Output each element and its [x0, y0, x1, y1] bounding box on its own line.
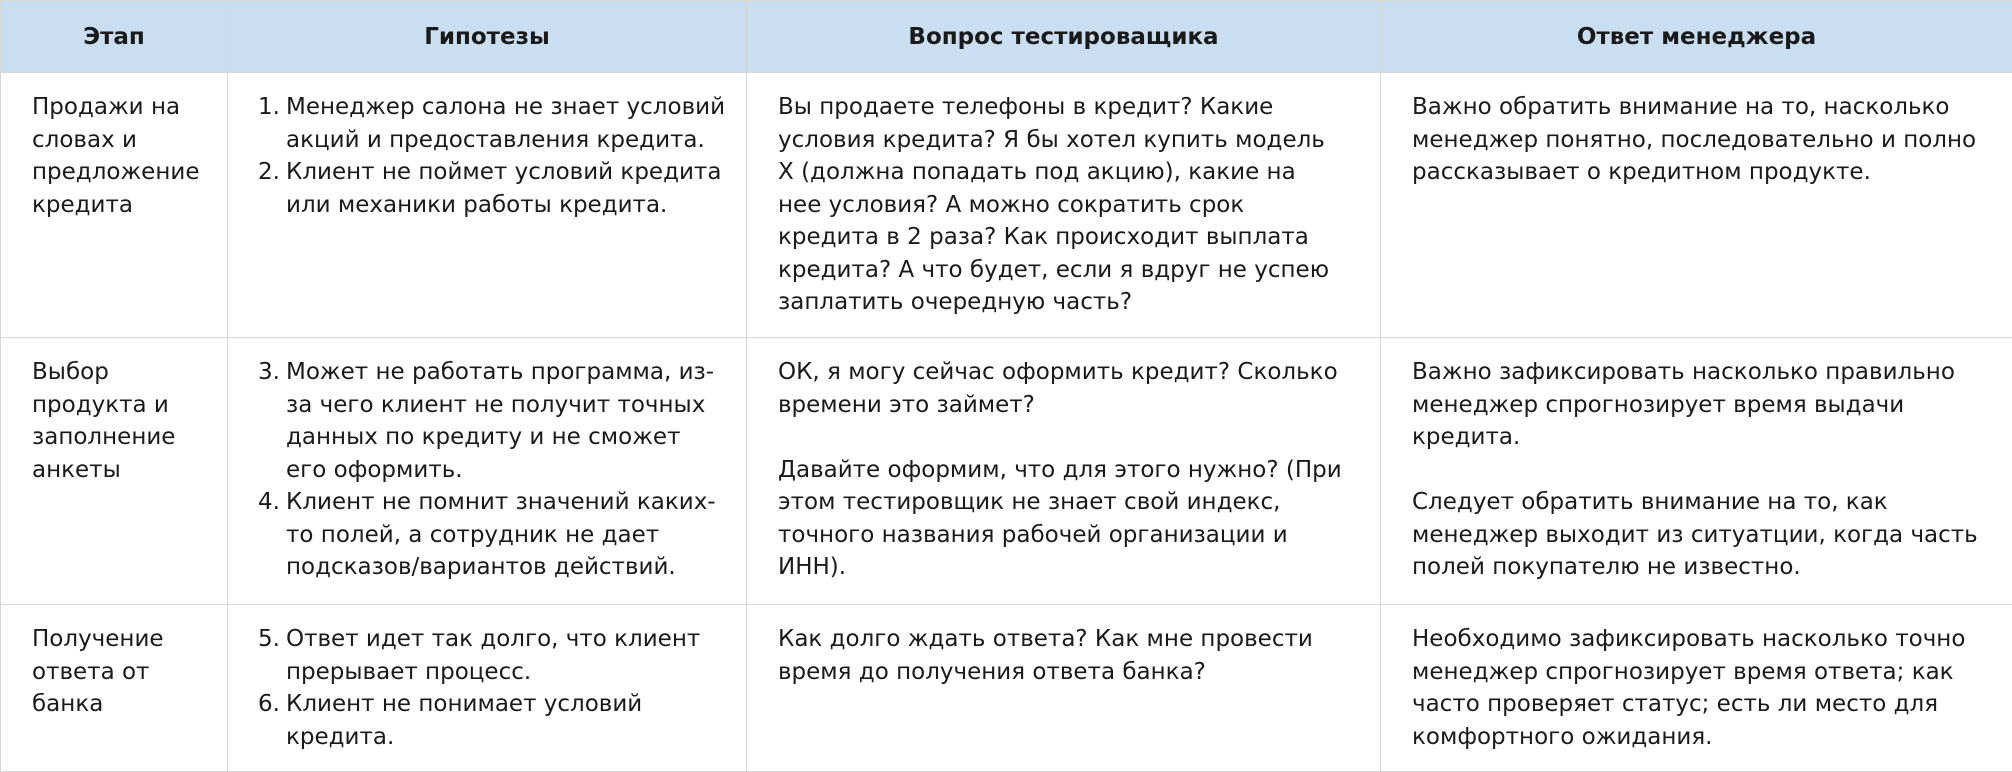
header-hypotheses: Гипотезы — [228, 1, 747, 73]
answer-text: Необходимо зафиксировать насколько точно менеджер спрогнозирует время ответа; как часто проверяет статус; есть ли место для комфортного ожидания. — [1412, 623, 1992, 753]
hypotheses-list — [258, 623, 726, 753]
header-row — [1, 1, 2012, 73]
hypothesis-text: Клиент не понимает условий кредита. — [286, 688, 726, 753]
hypothesis-number: 2. — [258, 156, 286, 221]
hypotheses-list — [258, 91, 726, 221]
hypothesis-item — [258, 91, 726, 156]
hypothesis-number: 3. — [258, 356, 286, 486]
question-cell — [747, 73, 1381, 338]
answer-cell — [1381, 605, 2012, 772]
answer-text: Важно обратить внимание на то, насколько менеджер понятно, последовательно и полно рассказывает о кредитном продукте. — [1412, 91, 1992, 189]
hypothesis-item — [258, 356, 726, 486]
hypothesis-number: 1. — [258, 91, 286, 156]
stage-text: Получение ответа от банка — [32, 623, 192, 721]
hypothesis-text: Менеджер салона не знает условий акций и предоставления кредита. — [286, 91, 726, 156]
header-manager-answer: Ответ менеджера — [1381, 1, 2012, 73]
hypothesis-item — [258, 688, 726, 753]
stage-cell — [1, 605, 228, 772]
hypothesis-text: Клиент не помнит значений каких-то полей, а сотрудник не дает подсказов/вариантов действий. — [286, 486, 726, 584]
hypotheses-list — [258, 356, 726, 584]
hypothesis-item — [258, 486, 726, 584]
header-tester-question: Вопрос тестироващика — [747, 1, 1381, 73]
question-text: Давайте оформим, что для этого нужно? (При этом тестировщик не знает свой индекс, точного названия рабочей организации и ИНН). — [778, 454, 1358, 584]
hypothesis-text: Может не работать программа, из-за чего клиент не получит точных данных по кредиту и не сможет его оформить. — [286, 356, 726, 486]
stage-cell — [1, 338, 228, 605]
hypotheses-cell — [228, 338, 747, 605]
hypothesis-item — [258, 623, 726, 688]
question-cell — [747, 338, 1381, 605]
hypotheses-cell — [228, 73, 747, 338]
question-text: ОК, я могу сейчас оформить кредит? Сколько времени это займет? — [778, 356, 1338, 421]
question-text: Как долго ждать ответа? Как мне провести время до получения ответа банка? — [778, 623, 1338, 688]
table-row — [1, 73, 2012, 338]
stage-text: Выбор продукта и заполнение анкеты — [32, 356, 192, 486]
answer-cell — [1381, 73, 2012, 338]
table-row — [1, 605, 2012, 772]
table-row — [1, 338, 2012, 605]
hypothesis-text: Ответ идет так долго, что клиент прерывает процесс. — [286, 623, 726, 688]
question-cell — [747, 605, 1381, 772]
hypotheses-cell — [228, 605, 747, 772]
stage-cell — [1, 73, 228, 338]
hypothesis-item — [258, 156, 726, 221]
hypothesis-text: Клиент не поймет условий кредита или механики работы кредита. — [286, 156, 726, 221]
answer-text: Следует обратить внимание на то, как менеджер выходит из ситуатции, когда часть полей покупателю не известно. — [1412, 486, 1992, 584]
table-header — [1, 1, 2012, 73]
hypothesis-number: 4. — [258, 486, 286, 584]
table-body — [1, 73, 2012, 772]
hypothesis-number: 5. — [258, 623, 286, 688]
question-text: Вы продаете телефоны в кредит? Какие условия кредита? Я бы хотел купить модель Х (должна попадать под акцию), какие на нее условия? А можно сократить срок кредита в 2 раза? Как происходит выплата кредита? А что будет, если я вдруг не успею заплатить очередную часть? — [778, 91, 1338, 319]
hypothesis-number: 6. — [258, 688, 286, 753]
answer-cell — [1381, 338, 2012, 605]
answer-text: Важно зафиксировать насколько правильно менеджер спрогнозирует время выдачи кредита. — [1412, 356, 1992, 454]
header-stage: Этап — [1, 1, 228, 73]
stage-text: Продажи на словах и предложение кредита — [32, 91, 192, 221]
